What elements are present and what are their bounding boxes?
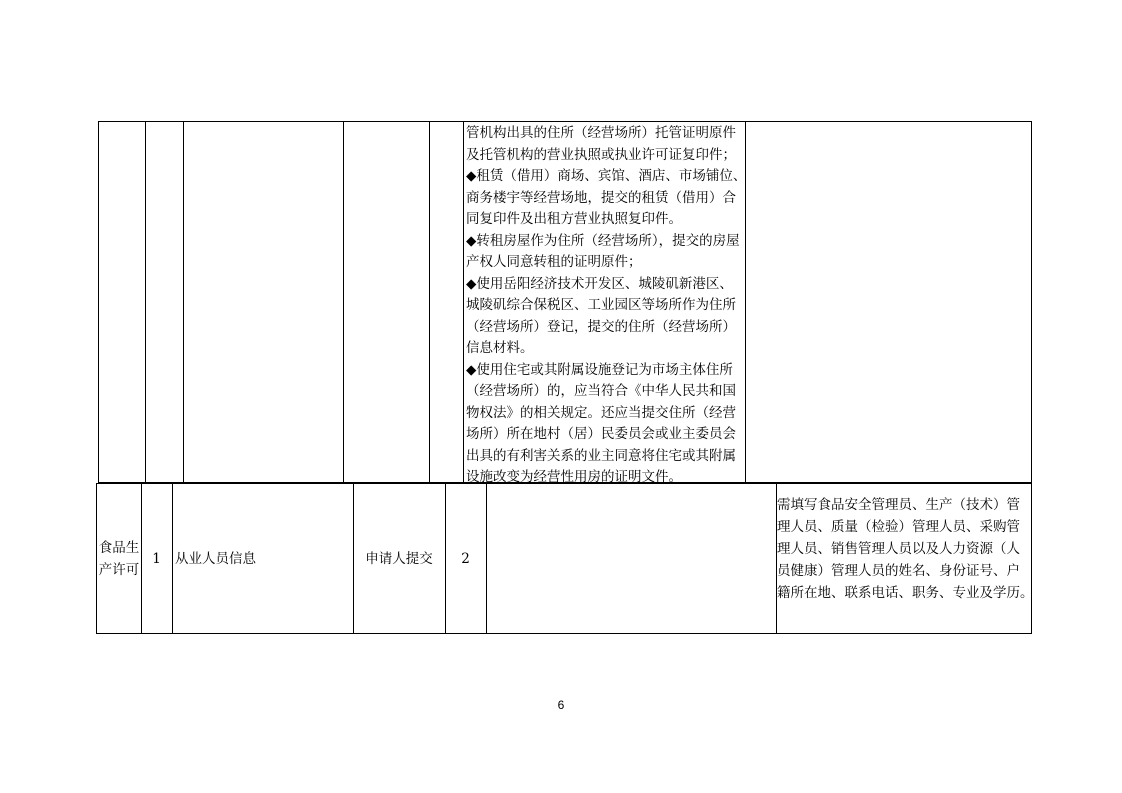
- remark-line: 理人员、质量（检验）管理人员、采购管: [777, 519, 1020, 535]
- column-divider: [183, 122, 184, 482]
- requirement-line: 商务楼宇等经营场地，提交的租赁（借用）合: [466, 189, 736, 206]
- requirement-line: 产权人同意转租的证明原件；: [466, 254, 642, 270]
- category-label-line: 产许可: [98, 561, 140, 578]
- requirement-line: 设施改变为经营性用房的证明文件。: [466, 469, 682, 485]
- requirement-line: 物权法》的相关规定。还应当提交住所（经营: [466, 404, 736, 421]
- requirement-line: （经营场所）登记，提交的住所（经营场所）: [466, 318, 736, 335]
- page-number: 6: [557, 698, 565, 712]
- requirement-line: 出具的有利害关系的业主同意将住宅或其附属: [466, 447, 736, 464]
- requirement-line: 管机构出具的住所（经营场所）托管证明原件: [466, 125, 736, 141]
- column-divider: [343, 122, 344, 482]
- requirement-line: 信息材料。: [466, 340, 534, 356]
- requirement-line: ◆转租房屋作为住所（经营场所），提交的房屋: [466, 232, 740, 249]
- remark-line: 理人员、销售管理人员以及人力资源（人: [777, 541, 1020, 557]
- category-cell: [97, 538, 141, 581]
- requirement-line: （经营场所）的，应当符合《中华人民共和国: [466, 383, 736, 399]
- column-divider: [429, 122, 430, 482]
- requirement-line: ◆使用岳阳经济技术开发区、城陵矶新港区、: [466, 275, 733, 292]
- table-row: [96, 483, 1032, 634]
- remark-line: 员健康）管理人员的姓名、身份证号、户: [777, 563, 1020, 579]
- column-divider: [463, 122, 464, 482]
- requirement-line: 同复印件及出租方营业执照复印件。: [466, 211, 682, 227]
- copies-cell: 2: [461, 551, 470, 567]
- column-divider: [172, 484, 173, 633]
- requirement-line: 城陵矶综合保税区、工业园区等场所作为住所: [466, 297, 736, 313]
- column-divider: [145, 122, 146, 482]
- column-divider: [486, 484, 487, 633]
- remark-line: 籍所在地、联系电话、职务、专业及学历。: [777, 585, 1034, 601]
- requirement-line: ◆使用住宅或其附属设施登记为市场主体住所: [466, 361, 733, 378]
- requirement-line: 及托管机构的营业执照或执业许可证复印件；: [466, 146, 736, 163]
- requirement-cell: [466, 123, 746, 489]
- source-cell: 申请人提交: [365, 551, 433, 567]
- category-label-line: 食品生: [98, 540, 140, 556]
- requirement-line: ◆租赁（借用）商场、宾馆、酒店、市场铺位、: [466, 168, 747, 184]
- remark-line: 需填写食品安全管理员、生产（技术）管: [777, 497, 1020, 513]
- material-name-cell: 从业人员信息: [175, 551, 256, 567]
- remark-cell: [777, 494, 1033, 604]
- requirement-line: 场所）所在地村（居）民委员会或业主委员会: [466, 426, 736, 442]
- table-row-continuation: [98, 121, 1032, 483]
- index-cell: 1: [152, 551, 161, 567]
